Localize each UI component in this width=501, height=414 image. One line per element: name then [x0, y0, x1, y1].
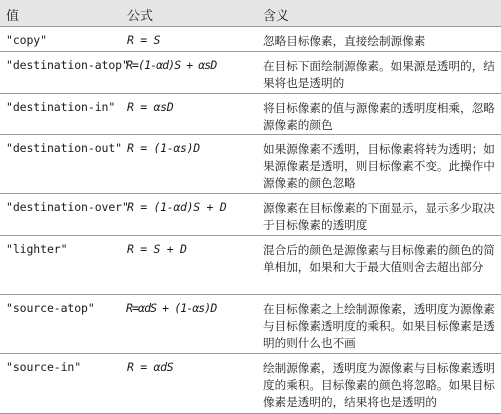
header-value: 值	[6, 9, 20, 24]
row-meaning: 在目标像素之上绘制源像素，透明度为源像素与目标像素透明度的乘积。如果目标像素是透明的则什么也不画	[263, 302, 495, 350]
row-value: "source-atop"	[6, 301, 95, 315]
header-formula: 公式	[127, 9, 154, 24]
row-meaning: 将目标像素的值与源像素的透明度相乘，忽略源像素的颜色	[263, 101, 495, 132]
row-meaning: 源像素在目标像素的下面显示，显示多少取决于目标像素的透明度	[263, 201, 495, 232]
row-meaning: 如果源像素不透明，目标像素将转为透明；如果源像素是透明，则目标像素不变。此操作中源像素的颜色忽略	[263, 142, 495, 190]
row-formula: R=αdS + (1-αs)D	[126, 301, 217, 315]
row-value: "lighter"	[6, 242, 68, 256]
row-meaning: 在目标下面绘制源像素。如果源是透明的，结果将也是透明的	[263, 59, 495, 90]
table-row	[0, 236, 501, 295]
table-row	[0, 27, 501, 52]
row-meaning: 忽略目标像素，直接绘制源像素	[263, 34, 426, 48]
row-value: "destination-in"	[6, 100, 116, 114]
row-formula: R = αdS	[127, 360, 174, 374]
table-row	[0, 135, 501, 194]
table-row	[0, 194, 501, 236]
row-formula: R = (1-αd)S + D	[127, 200, 227, 214]
row-formula: R = S	[127, 33, 161, 47]
row-value: "copy"	[6, 33, 47, 47]
row-value: "source-in"	[6, 360, 82, 374]
row-value: "destination-atop"	[6, 58, 129, 72]
row-formula: R = S + D	[127, 242, 187, 256]
row-formula: R = (1-αs)D	[127, 141, 200, 155]
table-row	[0, 295, 501, 354]
row-formula: R=(1-αd)S + αsD	[126, 58, 217, 72]
table-row	[0, 354, 501, 414]
header-meaning: 含义	[263, 9, 290, 24]
row-meaning: 绘制源像素，透明度为源像素与目标像素透明度的乘积。目标像素的颜色将忽略。如果目标像素是透明的，结果将也是透明的	[263, 361, 495, 409]
row-formula: R = αsD	[127, 100, 174, 114]
row-meaning: 混合后的颜色是源像素与目标像素的颜色的简单相加，如果和大于最大值则舍去超出部分	[263, 243, 495, 274]
row-value: "destination-out"	[6, 141, 123, 155]
table-row	[0, 52, 501, 94]
table-row	[0, 94, 501, 135]
row-value: "destination-over"	[6, 200, 129, 214]
table-header	[0, 0, 501, 27]
